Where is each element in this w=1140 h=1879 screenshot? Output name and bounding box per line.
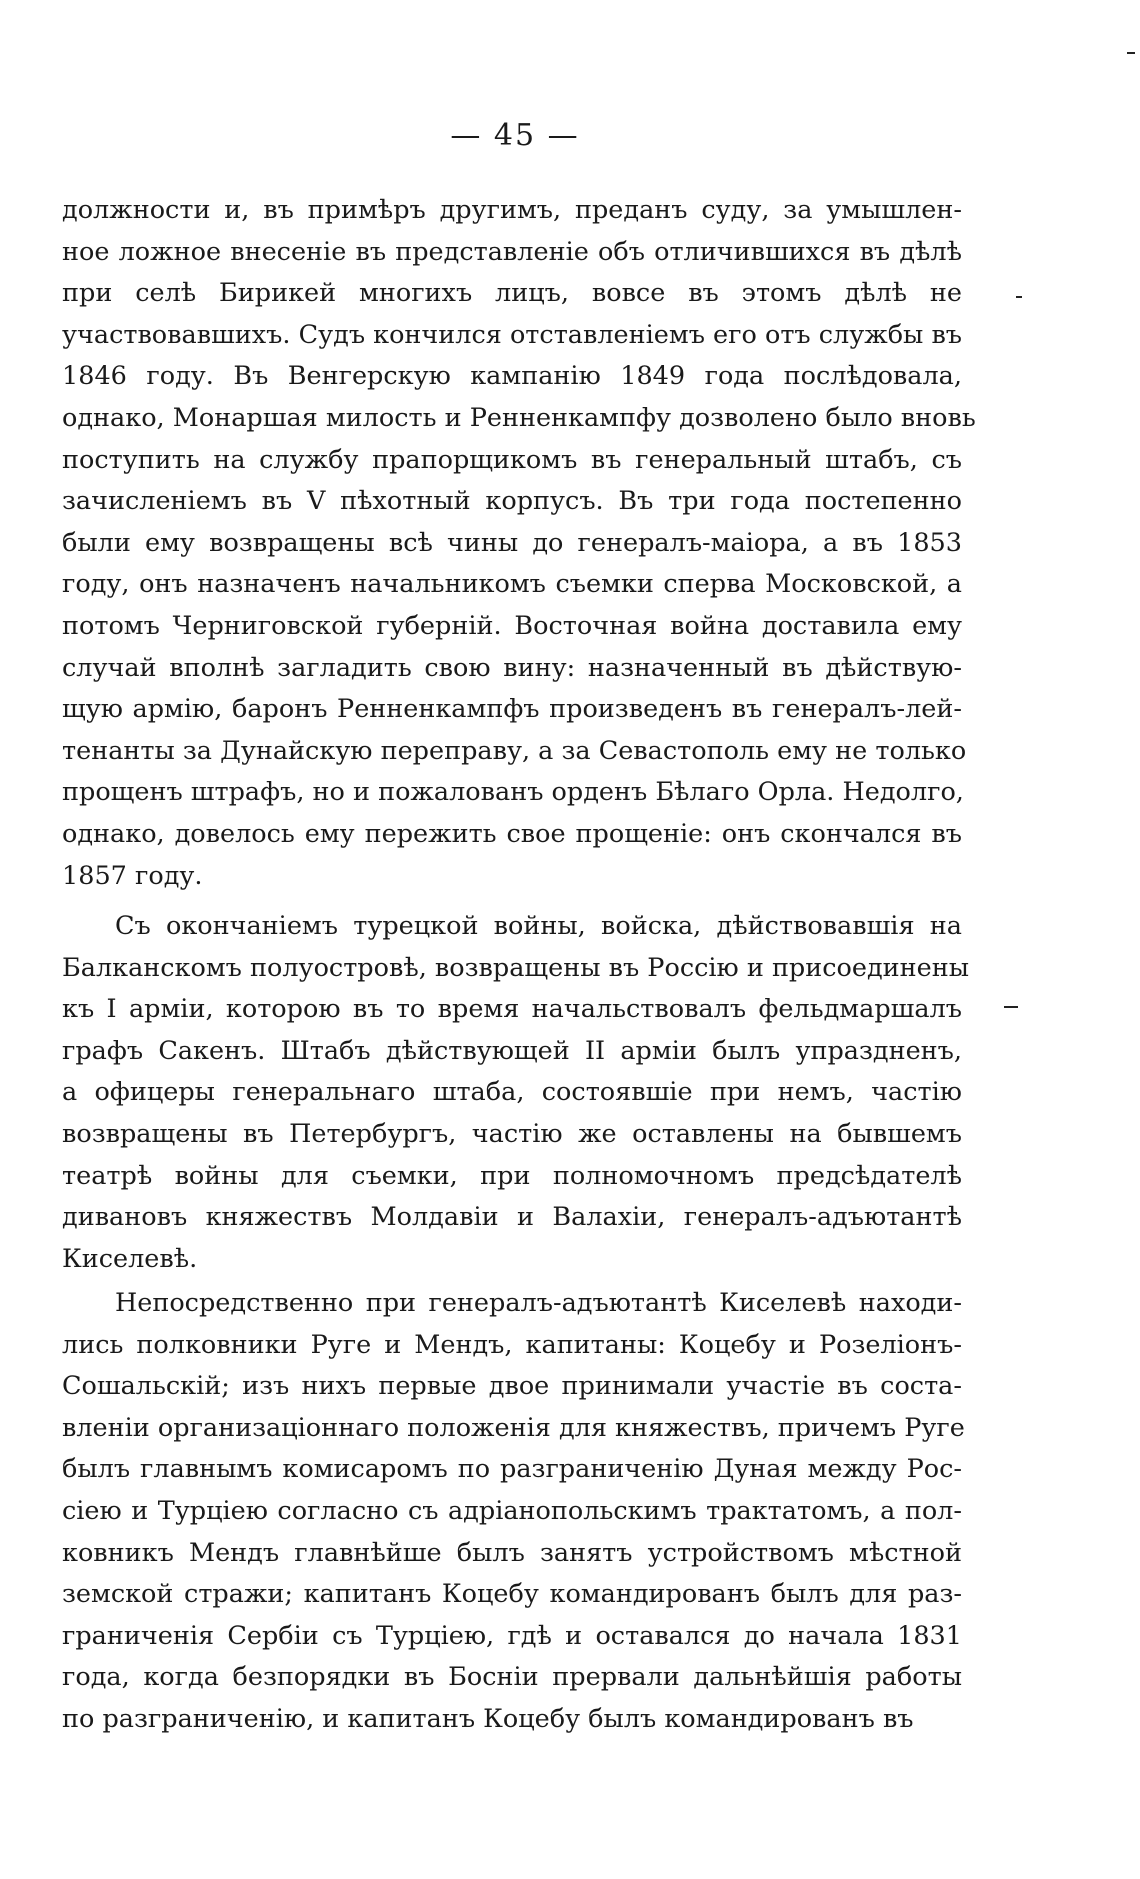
text-line: потомъ Черниговской губерній. Восточная война доставила ему (62, 610, 962, 641)
text-line: Съ окончаніемъ турецкой войны, войска, дѣйствовавшія на (115, 911, 962, 941)
text-line: году, онъ назначенъ начальникомъ съемки сперва Московской, а (62, 569, 962, 600)
paragraph-3 (62, 1283, 965, 1741)
text-line: театрѣ войны для съемки, при полномочномъ предсѣдателѣ (62, 1160, 962, 1191)
text-line: сіею и Турціею согласно съ адріанопольскимъ трактатомъ, а пол- (62, 1495, 962, 1526)
text-line: прощенъ штрафъ, но и пожалованъ орденъ Бѣлаго Орла. Недолго, (62, 777, 964, 808)
text-line: при селѣ Бирикей многихъ лицъ, вовсе въ этомъ дѣлѣ не (62, 278, 962, 309)
text-line: былъ главнымъ комисаромъ по разграниченію Дуная между Рос- (62, 1454, 962, 1485)
paragraph-2 (62, 906, 970, 1280)
margin-mark (1127, 52, 1135, 54)
text-line: лись полковники Руге и Мендъ, капитаны: Коцебу и Розеліонъ- (62, 1329, 962, 1360)
text-line: Киселевѣ. (62, 1243, 198, 1274)
text-line: земской стражи; капитанъ Коцебу командированъ былъ для раз- (62, 1579, 962, 1610)
text-line: года, когда безпорядки въ Босніи прервали дальнѣйшія работы (62, 1662, 962, 1693)
page-number: — 45 — (450, 118, 580, 153)
text-line: должности и, въ примѣръ другимъ, преданъ суду, за умышлен- (62, 195, 962, 225)
text-line: поступить на службу прапорщикомъ въ генеральный штабъ, съ (62, 444, 962, 475)
text-line: однако, довелось ему пережить свое прощеніе: онъ скончался въ (62, 818, 962, 849)
text-line: Непосредственно при генералъ-адъютантѣ Киселевѣ находи- (115, 1288, 962, 1318)
text-line: дивановъ княжествъ Молдавіи и Валахіи, генералъ-адъютантѣ (62, 1202, 962, 1233)
margin-mark (1016, 296, 1022, 298)
text-line: по разграниченію, и капитанъ Коцебу былъ командированъ въ (62, 1703, 914, 1734)
text-line: зачисленіемъ въ V пѣхотный корпусъ. Въ три года постепенно (62, 486, 962, 517)
text-line: 1857 году. (62, 860, 203, 891)
text-line: Сошальскій; изъ нихъ первые двое принимали участіе въ соста- (62, 1371, 962, 1402)
text-line: тенанты за Дунайскую переправу, а за Севастополь ему не только (62, 735, 967, 766)
text-line: вленіи организаціоннаго положенія для княжествъ, причемъ Руге (62, 1412, 965, 1443)
text-line: 1846 году. Въ Венгерскую кампанію 1849 года послѣдовала, (62, 361, 962, 392)
text-line: щую армію, баронъ Ренненкампфъ произведенъ въ генералъ-лей- (62, 694, 962, 725)
text-line: были ему возвращены всѣ чины до генералъ-маіора, а въ 1853 (62, 527, 962, 558)
text-line: а офицеры генеральнаго штаба, состоявшіе при немъ, частію (62, 1077, 962, 1108)
text-line: возвращены въ Петербургъ, частію же оставлены на бывшемъ (62, 1118, 962, 1149)
margin-mark (1004, 1006, 1018, 1008)
text-line: къ I арміи, которою въ то время начальствовалъ фельдмаршалъ (62, 994, 962, 1025)
text-line: участвовавшихъ. Судъ кончился отставленіемъ его отъ службы въ (62, 319, 963, 350)
text-line: граниченія Сербіи съ Турціею, гдѣ и оставался до начала 1831 (62, 1620, 962, 1651)
text-line: ковникъ Мендъ главнѣйше былъ занятъ устройствомъ мѣстной (62, 1537, 962, 1568)
text-line: однако, Монаршая милость и Ренненкампфу дозволено было вновь (62, 402, 976, 433)
text-line: случай вполнѣ загладить свою вину: назначенный въ дѣйствую- (62, 652, 962, 683)
text-line: графъ Сакенъ. Штабъ дѣйствующей II арміи былъ упраздненъ, (62, 1035, 962, 1066)
paragraph-1 (62, 190, 976, 897)
text-line: Балканскомъ полуостровѣ, возвращены въ Россію и присоединены (62, 952, 970, 983)
text-line: ное ложное внесеніе въ представленіе объ отличившихся въ дѣлѣ (62, 236, 962, 267)
